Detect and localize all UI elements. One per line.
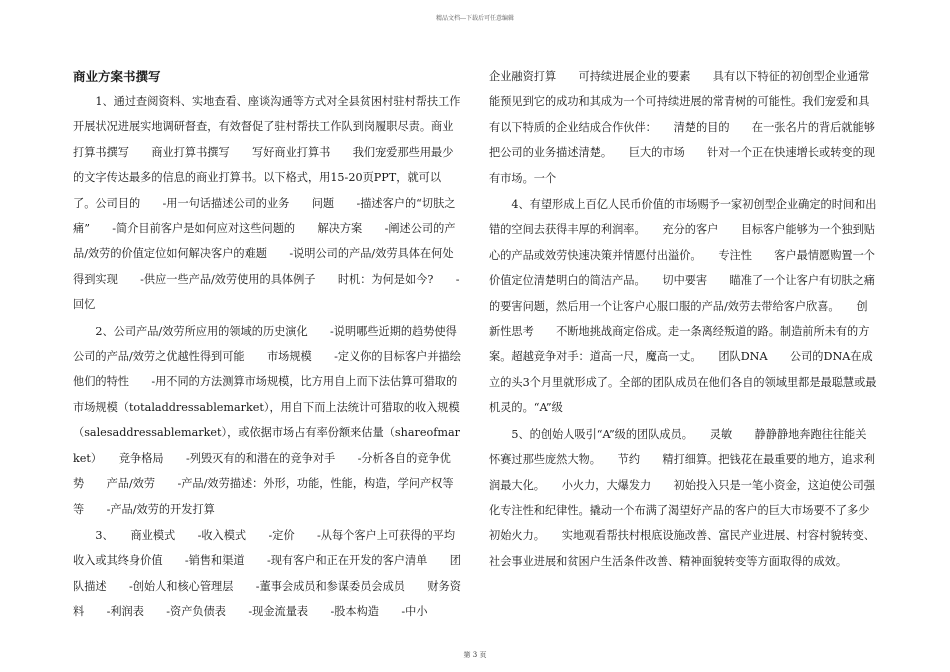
paragraph-4: 4、有望形成上百亿人民币价值的市场赐予一家初创型企业确定的时间和出错的空间去获得丰厚的利润率。 充分的客户 目标客户能够为一个独到贴心的产品或效劳快速决策并情愿付出溢价。 专注性 客户最情愿购置一个价值定位清楚明白的简洁产品。 切中要害 瞄准了一个让客户有切肤之痛的要害问题，然后用一个让客户心服口服的产品/效劳去带给客户欣喜。 创新性思考 不断地挑战商定俗成。走一条离经叛道的路。制造前所未有的方案。超越竞争对手：道高一尺，魔高一丈。 团队DNA 公司的DNA在成立的头3个月里就形成了。全部的团队成员在他们各自的领域里都是最聪慧或最机灵的。“A”级 <box>489 198 877 415</box>
right-column <box>489 64 877 575</box>
document-title: 商业方案书撰写 <box>73 69 161 84</box>
paragraph-5: 5、的创始人吸引“A”级的团队成员。 灵敏 静静静地奔跑往往能关怀赛过那些庞然大物。 节约 精打细算。把钱花在最重要的地方，追求利润最大化。 小火力，大爆发力 初始投入只是一笔小资金，这迫使公司强化专注性和纪律性。撬动一个布满了渴望好产品的客户的巨大市场要不了多少初始火力。 实地观看帮扶村根底设施改善、富民产业进展、村容村貌转变、社会事业进展和贫困户生活条件改善、精神面貌转变等方面取得的成效。 <box>489 427 875 568</box>
paragraph-2: 2、公司产品/效劳所应用的领域的历史演化 -说明哪些近期的趋势使得公司的产品/效劳之优越性得到可能 市场规模 -定义你的目标客户并描绘他们的特性 -用不同的方法测算市场规模，比方用自上而下法估算可猎取的市场规模（totaladdressablemarket），用自下而上法统计可猎取的收入规模（salesaddressablemarket），或依据市场占有率份额来估量（shareofmarket） 竞争格局 -列毁灭有的和潜在的竞争对手 -分析各自的竞争优势 产品/效劳 -产品/效劳描述：外形，功能，性能，构造，学问产权等等 -产品/效劳的开发打算 <box>73 324 461 516</box>
paragraph-continued: 企业融资打算 可持续进展企业的要素 具有以下特征的初创型企业通常能预见到它的成功和其成为一个可持续进展的常青树的可能性。我们宠爱和具有以下特质的企业结成合作伙伴： 清楚的目的 在一张名片的背后就能够把公司的业务描述清楚。 巨大的市场 针对一个正在快速增长或转变的现有市场。一个 <box>489 70 875 185</box>
page-number: 第 3 页 <box>463 651 487 659</box>
paragraph-1: 1、通过查阅资料、实地查看、座谈沟通等方式对全县贫困村驻村帮扶工作开展状况进展实地调研督查，有效督促了驻村帮扶工作队到岗履职尽责。商业打算书撰写 商业打算书撰写 写好商业打算书 我们宠爱那些用最少的文字传达最多的信息的商业打算书。以下格式，用15-20页PPT，就可以了。公司目的 -用一句话描述公司的业务 问题 -描述客户的“切肤之痛” -简介目前客户是如何应对这些问题的 解决方案 -阐述公司的产品/效劳的价值定位如何解决客户的难题 -说明公司的产品/效劳具体在何处得到实现 -供应一些产品/效劳使用的具体例子 时机：为何是如今? -回忆 <box>73 95 461 312</box>
page-header: 精品文档---下载后可任意编辑 <box>435 15 515 22</box>
paragraph-3: 3、 商业模式 -收入模式 -定价 -从每个客户上可获得的平均收入或其终身价值 -销售和渠道 -现有客户和正在开发的客户清单 团队描述 -创始人和核心管理层 -董事会成员和参谋委员会成员 财务资料 -利润表 -资产负债表 -现金流量表 -股本构造 -中小 <box>73 528 461 619</box>
left-column <box>73 64 461 626</box>
